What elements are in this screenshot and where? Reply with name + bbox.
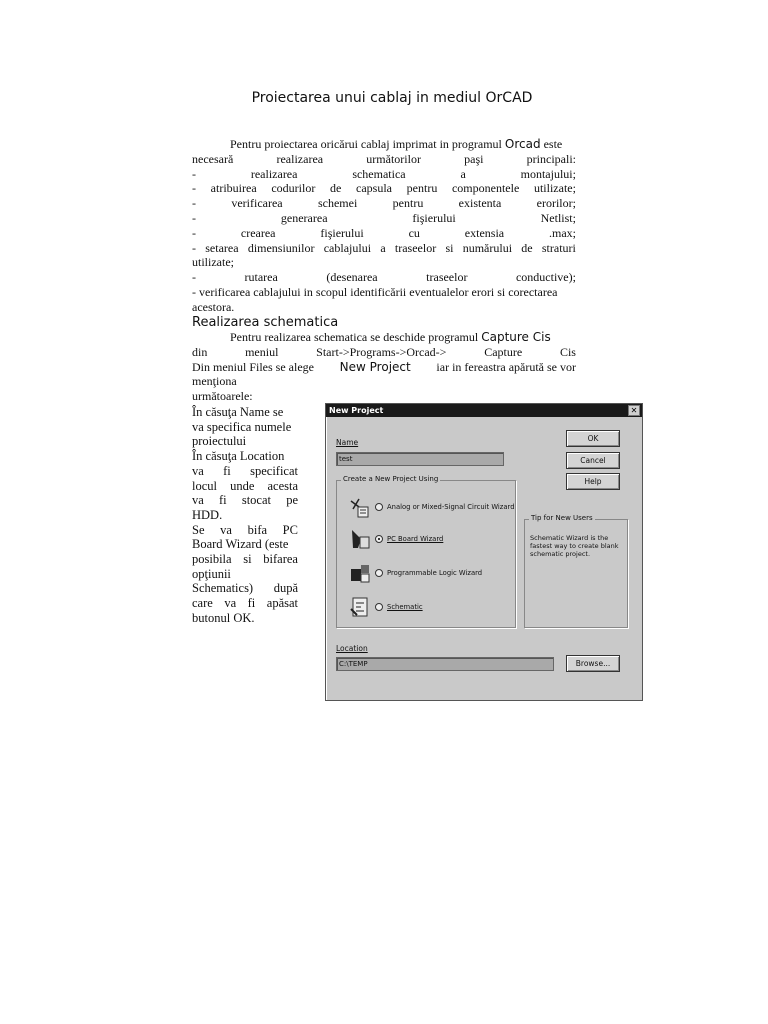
side-line [192, 581, 298, 596]
word: si [445, 240, 454, 255]
word: bifarea [263, 552, 298, 567]
side-line [192, 508, 298, 523]
intro-line-1: Pentru proiectarea oricărui cablaj imprimat in programul Orcad este [230, 137, 563, 151]
word: PC [282, 522, 298, 537]
word: montajului; [520, 166, 576, 181]
close-icon[interactable]: ✕ [628, 405, 640, 416]
word: meniul [245, 344, 279, 359]
word: dimensiunilor [247, 240, 315, 255]
word: din [192, 344, 208, 359]
create-using-label: Create a New Project Using [343, 475, 439, 483]
word: fi [247, 596, 256, 611]
tip-label: Tip for New Users [531, 514, 593, 522]
pld-wizard-radio[interactable] [375, 569, 383, 577]
word: fişierului [320, 225, 364, 240]
tip-text: Schematic Wizard is the fastest way to create blank schematic project. [530, 534, 619, 558]
word: fi [219, 493, 227, 508]
side-line [192, 523, 298, 538]
word: principali: [526, 151, 576, 166]
dialog-titlebar[interactable] [326, 404, 642, 417]
analog-wizard-label: Analog or Mixed-Signal Circuit Wizard [387, 503, 515, 511]
ok-button[interactable]: OK [566, 430, 620, 447]
section-line-4: menţiona [192, 374, 237, 389]
word: Capture [484, 344, 523, 359]
schematic-radio[interactable] [375, 603, 383, 611]
word: paşi [464, 151, 484, 166]
word: apăsat [266, 596, 298, 611]
word: Netlist; [540, 210, 576, 225]
word: atribuirea [210, 181, 257, 196]
side-line [192, 464, 298, 479]
word: traseelor [426, 270, 468, 285]
document-title: Proiectarea unui cablaj in mediul OrCAD [251, 90, 533, 106]
word: - [192, 270, 196, 285]
word: opţiunii [192, 566, 231, 581]
option-pld-wizard[interactable] [349, 561, 482, 585]
side-line [192, 537, 298, 552]
dialog-title: New Project [329, 406, 384, 415]
word: acesta [267, 478, 298, 493]
cancel-button[interactable]: Cancel [566, 452, 620, 469]
word: capsula [356, 181, 392, 196]
word: fi [223, 463, 231, 478]
section-line-5: următoarele: [192, 389, 253, 404]
side-line [192, 405, 298, 420]
side-instructions [192, 405, 298, 626]
word: Schematics) [192, 581, 254, 596]
step-3 [192, 196, 576, 211]
word: va [224, 596, 237, 611]
word: fişierului [412, 210, 456, 225]
word: posibila [192, 552, 232, 567]
side-line [192, 596, 298, 611]
pld-wizard-icon [349, 561, 371, 585]
word: cablajului [323, 240, 372, 255]
section-paragraph [192, 330, 576, 404]
intro-line-2 [192, 152, 576, 167]
option-schematic[interactable] [349, 595, 423, 619]
create-using-group [336, 475, 516, 628]
location-label: Location [336, 644, 368, 653]
word: În căsuţa Name se [192, 405, 284, 419]
step-6 [192, 241, 576, 256]
step-4 [192, 211, 576, 226]
step-8-cont: acestora. [192, 299, 235, 314]
word: a [380, 240, 386, 255]
side-line [192, 434, 298, 449]
option-analog-wizard[interactable] [349, 495, 515, 519]
side-line [192, 552, 298, 567]
word: următorilor [366, 151, 421, 166]
analog-wizard-icon [349, 495, 371, 519]
word: generarea [280, 210, 328, 225]
word: pentru [406, 181, 438, 196]
tip-group [524, 514, 628, 628]
word: erorilor; [536, 196, 576, 211]
side-line [192, 611, 298, 626]
word: - [192, 240, 196, 255]
section-line-2 [192, 345, 576, 360]
word: extensia [464, 225, 505, 240]
section-line-3: Din meniul Files se alege New Project iar in fereastra apărută se vor [192, 359, 576, 374]
word: numărului [462, 240, 513, 255]
word: Cis [559, 344, 576, 359]
side-line [192, 493, 298, 508]
name-label: Name [336, 438, 359, 447]
word: straturi [541, 240, 576, 255]
word: codurilor [271, 181, 316, 196]
side-line [192, 449, 298, 464]
word: stocat [241, 493, 271, 508]
word: Start->Programs->Orcad-> [316, 344, 447, 359]
word: schematica [352, 166, 406, 181]
word: care [192, 596, 213, 611]
word: unde [230, 478, 255, 493]
word: - [192, 225, 196, 240]
word: necesară [192, 151, 234, 166]
side-line [192, 567, 298, 582]
schematic-label: Schematic [387, 603, 423, 611]
word: bifa [247, 522, 268, 537]
browse-button[interactable]: Browse... [566, 655, 620, 672]
word: rutarea [244, 270, 278, 285]
name-input[interactable]: test [336, 452, 504, 466]
word: În căsuţa Location [192, 449, 285, 464]
step-5 [192, 226, 576, 241]
pcb-wizard-icon [349, 527, 371, 551]
word: si [243, 552, 252, 567]
step-2 [192, 181, 576, 196]
word: existenta [458, 196, 502, 211]
word: conductive); [515, 270, 576, 285]
word: schemei [317, 196, 358, 211]
word: după [273, 581, 298, 596]
word: - [192, 196, 196, 211]
word: (desenarea [326, 270, 378, 285]
word: pe [286, 493, 298, 508]
analog-wizard-radio[interactable] [375, 503, 383, 511]
intro-paragraph [192, 137, 576, 315]
word: a [460, 166, 466, 181]
word: Se [192, 522, 205, 537]
word: locul [192, 478, 217, 493]
word: de [330, 181, 342, 196]
location-input[interactable]: C:\TEMP [336, 657, 554, 671]
option-pcb-wizard[interactable] [349, 527, 443, 551]
word: - [192, 210, 196, 225]
word: cu [408, 225, 420, 240]
pld-wizard-label: Programmable Logic Wizard [387, 569, 483, 577]
side-line [192, 479, 298, 494]
step-8: - verificarea cablajului in scopul identificării eventualelor erori si corectarea [192, 284, 558, 299]
step-1 [192, 167, 576, 182]
word: proiectului [192, 434, 247, 449]
section-heading: Realizarea schematica [192, 315, 339, 330]
section-line-1: Pentru realizarea schematica se deschide programul Capture Cis [230, 330, 551, 344]
word: - [192, 181, 196, 196]
word: de [521, 240, 533, 255]
word: traseelor [394, 240, 437, 255]
word: setarea [205, 240, 239, 255]
word: specificat [250, 463, 298, 478]
word: Board Wizard (este [192, 537, 289, 552]
word: va specifica numele [192, 419, 292, 434]
word: pentru [392, 196, 424, 211]
word: va [192, 493, 204, 508]
help-button[interactable]: Help [566, 473, 620, 490]
step-7 [192, 270, 576, 285]
word: verificarea [231, 196, 283, 211]
pcb-wizard-radio[interactable] [375, 535, 383, 543]
new-project-dialog [325, 403, 643, 701]
word: butonul OK. [192, 610, 255, 625]
word: componentele [451, 181, 520, 196]
word: realizarea [250, 166, 298, 181]
schematic-icon [349, 595, 371, 619]
word: crearea [240, 225, 276, 240]
word: va [220, 522, 232, 537]
word: - [192, 166, 196, 181]
step-6-cont: utilizate; [192, 255, 234, 270]
pcb-wizard-label: PC Board Wizard [387, 535, 444, 543]
side-line [192, 420, 298, 435]
word: va [192, 463, 204, 478]
word: HDD. [192, 507, 223, 522]
word: utilizate; [533, 181, 576, 196]
word: .max; [548, 225, 576, 240]
word: realizarea [276, 151, 324, 166]
